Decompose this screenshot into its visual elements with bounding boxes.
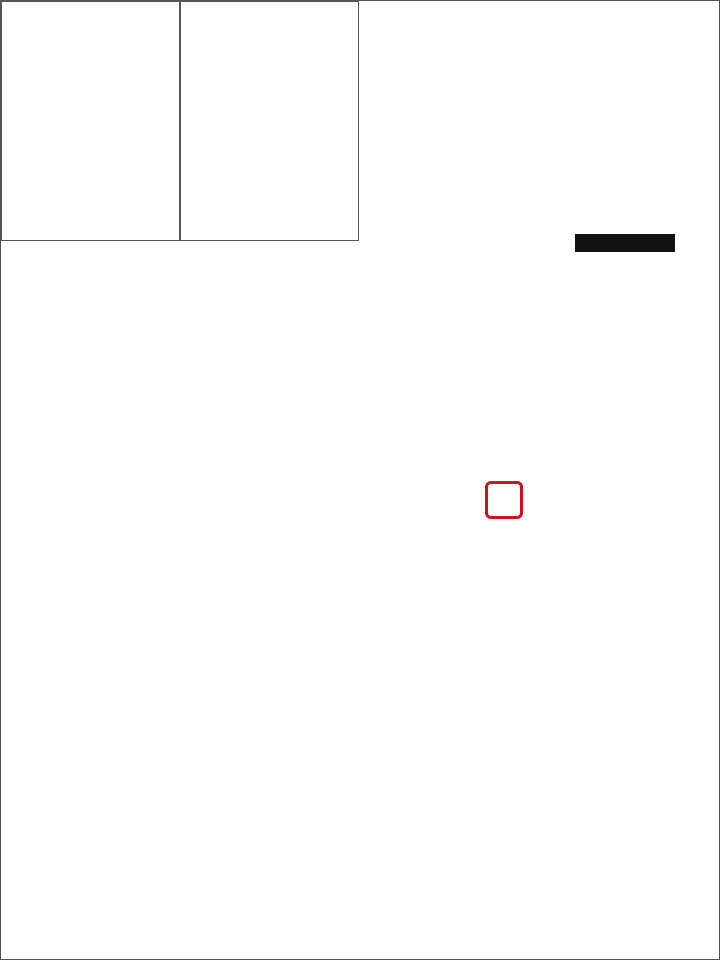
palace-header [186,10,352,24]
tuan-triet-badge [575,234,675,252]
center-info-panel [183,243,539,719]
palace-footer [8,220,174,233]
palace-ngo[interactable] [179,1,359,241]
palace-header [8,10,174,24]
palace-ty[interactable] [1,1,181,241]
logo [455,263,535,563]
palace-footer [186,220,352,233]
qr-code[interactable] [451,549,521,619]
seal-stamp [485,481,523,519]
